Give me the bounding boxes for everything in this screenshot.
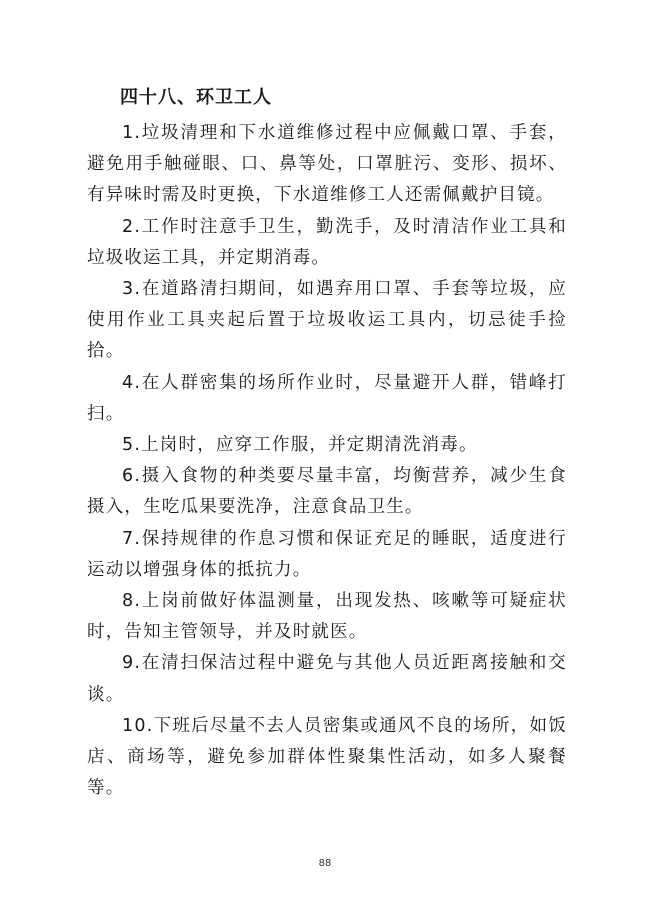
- guideline-item-9: 9.在清扫保洁过程中避免与其他人员近距离接触和交谈。: [87, 653, 567, 705]
- guideline-item-7: 7.保持规律的作息习惯和保证充足的睡眠，适度进行运动以增强身体的抵抗力。: [87, 528, 567, 580]
- guideline-item-10: 10.下班后尽量不去人员密集或通风不良的场所，如饭店、商场等，避免参加群体性聚集性活动，如多人聚餐等。: [87, 715, 567, 799]
- page-number: 88: [318, 858, 332, 869]
- guideline-item-1: 1.垃圾清理和下水道维修过程中应佩戴口罩、手套，避免用手触碰眼、口、鼻等处，口罩脏污、变形、损坏、有异味时需及时更换，下水道维修工人还需佩戴护目镜。: [87, 123, 567, 206]
- guideline-item-8: 8.上岗前做好体温测量，出现发热、咳嗽等可疑症状时，告知主管领导，并及时就医。: [87, 591, 567, 643]
- guideline-item-2: 2.工作时注意手卫生，勤洗手，及时清洁作业工具和垃圾收运工具，并定期消毒。: [87, 216, 567, 268]
- section-heading: 四十八、环卫工人: [120, 87, 272, 108]
- guideline-item-5: 5.上岗时，应穿工作服，并定期清洗消毒。: [122, 435, 478, 456]
- guideline-list: [87, 118, 567, 804]
- guideline-item-4: 4.在人群密集的场所作业时，尽量避开人群，错峰打扫。: [87, 372, 567, 424]
- guideline-item-6: 6.摄入食物的种类要尽量丰富，均衡营养，减少生食摄入，生吃瓜果要洗净，注意食品卫生。: [87, 466, 567, 518]
- guideline-item-3: 3.在道路清扫期间，如遇弃用口罩、手套等垃圾，应使用作业工具夹起后置于垃圾收运工具内，切忌徒手捡拾。: [87, 279, 567, 362]
